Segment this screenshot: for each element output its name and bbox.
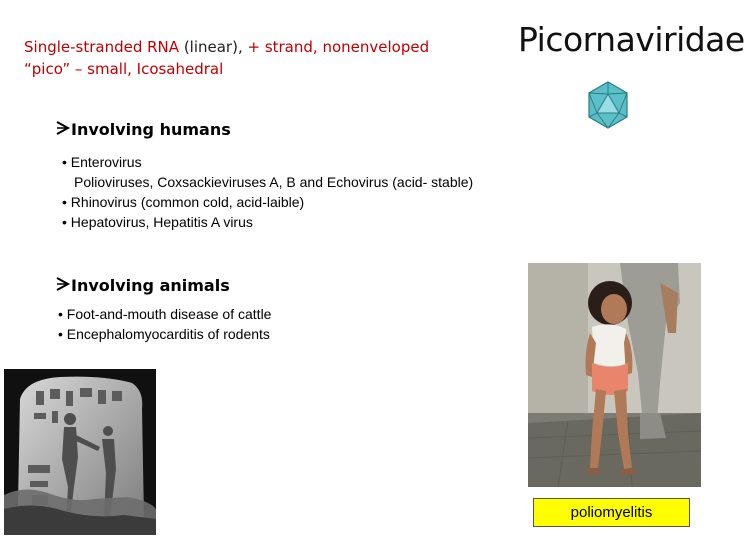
list-item: • Encephalomyocarditis of rodents [58, 326, 270, 342]
arrow-bullet-icon [56, 121, 70, 135]
icosahedron-icon [586, 80, 630, 130]
description-line-2: “pico” – small, Icosahedral [24, 60, 224, 78]
animals-list [58, 304, 271, 344]
page-title: Picornaviridae [518, 20, 745, 59]
animals-heading-text: Involving animals [71, 276, 230, 295]
section-humans-heading [56, 120, 231, 139]
linear-text: (linear), [179, 38, 248, 56]
humans-list [62, 152, 473, 232]
polio-child-photo [528, 263, 701, 487]
description-line-1 [24, 36, 429, 58]
virus-description [24, 36, 429, 80]
list-item: Polioviruses, Coxsackieviruses A, B and Echovirus (acid- stable) [74, 174, 474, 190]
list-item: • Foot-and-mouth disease of cattle [58, 306, 272, 322]
section-animals-heading [56, 276, 230, 295]
list-item: • Rhinovirus (common cold, acid-laible) [62, 194, 305, 210]
caption-box: poliomyelitis [533, 498, 690, 527]
ssrna-text: Single-stranded RNA [24, 38, 180, 56]
list-item: • Hepatovirus, Hepatitis A virus [62, 214, 253, 230]
humans-heading-text: Involving humans [71, 120, 231, 139]
arrow-bullet-icon [56, 277, 70, 291]
egyptian-stele-photo [4, 369, 156, 535]
list-item: • Enterovirus [62, 154, 142, 170]
strand-text: + strand, nonenveloped [247, 38, 430, 56]
